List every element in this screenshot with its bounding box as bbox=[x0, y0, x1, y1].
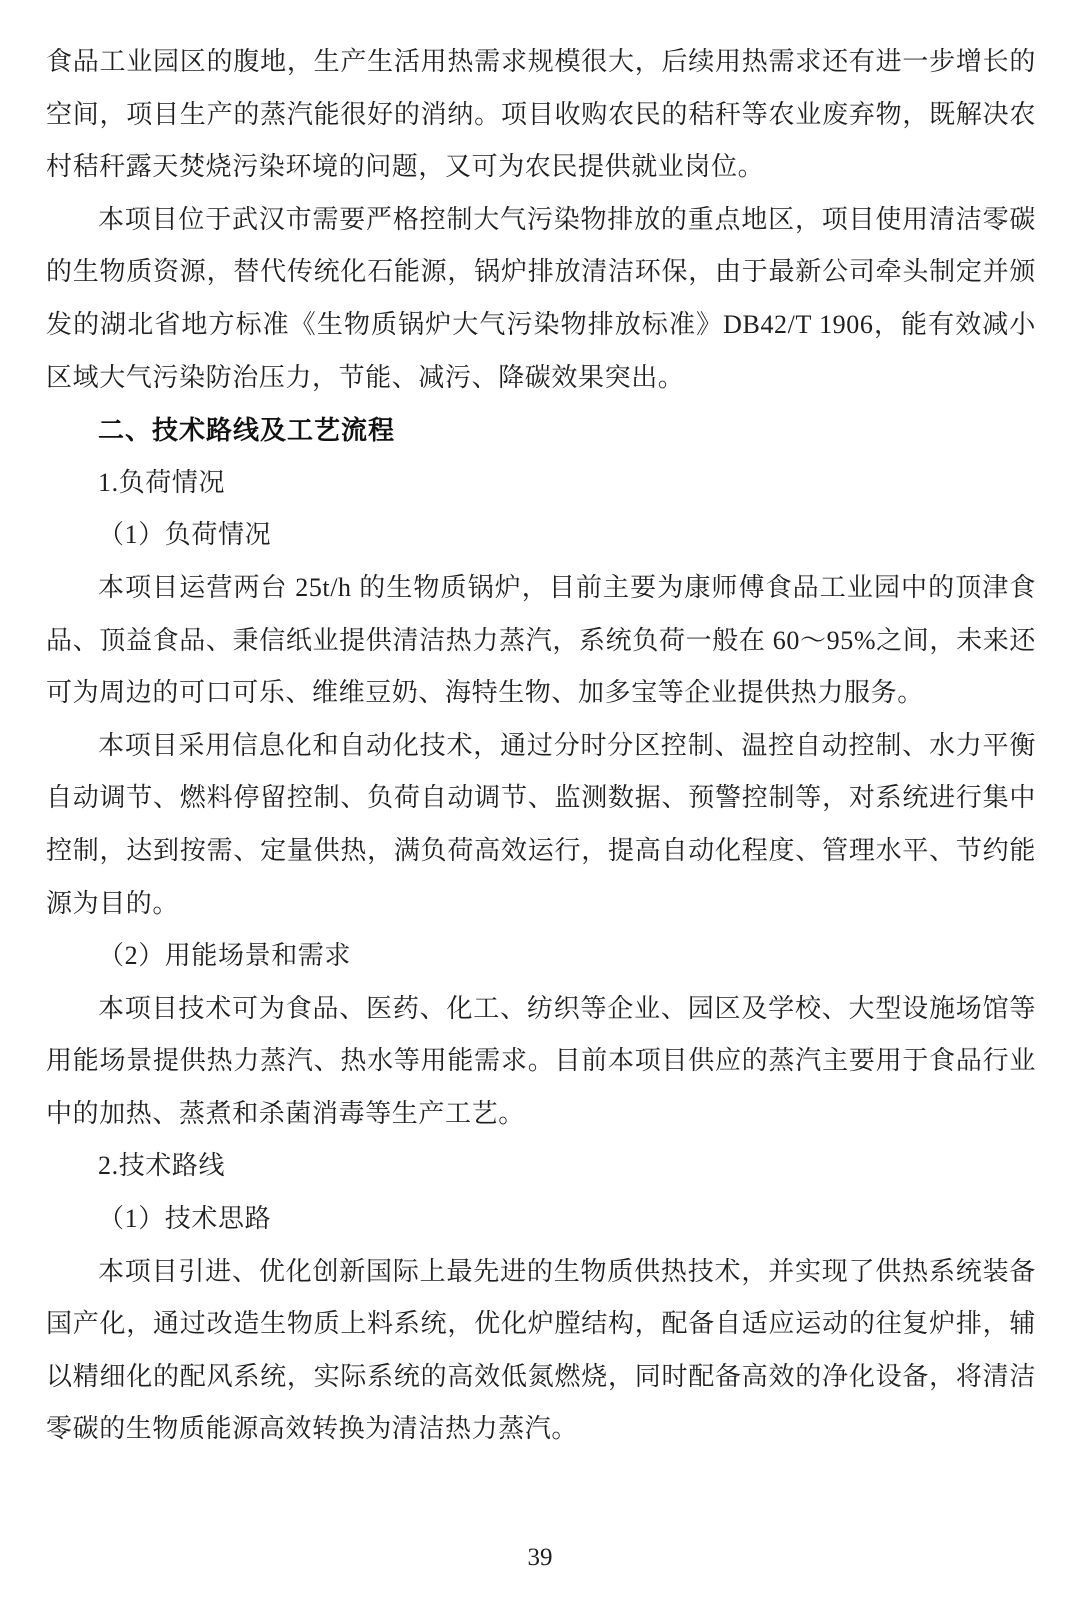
section-heading: 二、技术路线及工艺流程 bbox=[98, 415, 396, 446]
subheading-load-situation-1: （1）负荷情况 bbox=[98, 520, 272, 550]
subheading-technical-approach: （1）技术思路 bbox=[98, 1204, 272, 1234]
page-number: 39 bbox=[527, 1544, 553, 1571]
document-body bbox=[46, 36, 1036, 1456]
paragraph: 本项目运营两台 25t/h 的生物质锅炉，目前主要为康师傅食品工业园中的顶津食品、顶益食品、秉信纸业提供清洁热力蒸汽，系统负荷一般在 60～95%之间，未来还可为周边的可口可乐、维维豆奶、海特生物、加多宝等企业提供热力服务。 bbox=[46, 572, 1036, 708]
paragraph-continuation: 食品工业园区的腹地，生产生活用热需求规模很大，后续用热需求还有进一步增长的空间，项目生产的蒸汽能很好的消纳。项目收购农民的秸秆等农业废弃物，既解决农村秸秆露天焚烧污染环境的问题，又可为农民提供就业岗位。 bbox=[46, 47, 1036, 182]
paragraph: 本项目位于武汉市需要严格控制大气污染物排放的重点地区，项目使用清洁零碳的生物质资源，替代传统化石能源，锅炉排放清洁环保，由于最新公司牵头制定并颁发的湖北省地方标准《生物质锅炉大气污染物排放标准》DB42/T 1906，能有效减小区域大气污染防治压力，节能、减污、降碳效果突出。 bbox=[46, 204, 1036, 392]
subheading-technical-route: 2.技术路线 bbox=[98, 1151, 226, 1181]
paragraph: 本项目引进、优化创新国际上最先进的生物质供热技术，并实现了供热系统装备国产化，通过改造生物质上料系统，优化炉膛结构，配备自适应运动的往复炉排，辅以精细化的配风系统，实际系统的高效低氮燃烧，同时配备高效的净化设备，将清洁零碳的生物质能源高效转换为清洁热力蒸汽。 bbox=[46, 1256, 1036, 1444]
subheading-energy-use-scenarios: （2）用能场景和需求 bbox=[98, 941, 352, 971]
subheading-load-situation: 1.负荷情况 bbox=[98, 467, 226, 497]
paragraph: 本项目采用信息化和自动化技术，通过分时分区控制、温控自动控制、水力平衡自动调节、燃料停留控制、负荷自动调节、监测数据、预警控制等，对系统进行集中控制，达到按需、定量供热，满负荷高效运行，提高自动化程度、管理水平、节约能源为目的。 bbox=[46, 730, 1036, 918]
paragraph: 本项目技术可为食品、医药、化工、纺织等企业、园区及学校、大型设施场馆等用能场景提供热力蒸汽、热水等用能需求。目前本项目供应的蒸汽主要用于食品行业中的加热、蒸煮和杀菌消毒等生产工艺。 bbox=[46, 993, 1036, 1128]
